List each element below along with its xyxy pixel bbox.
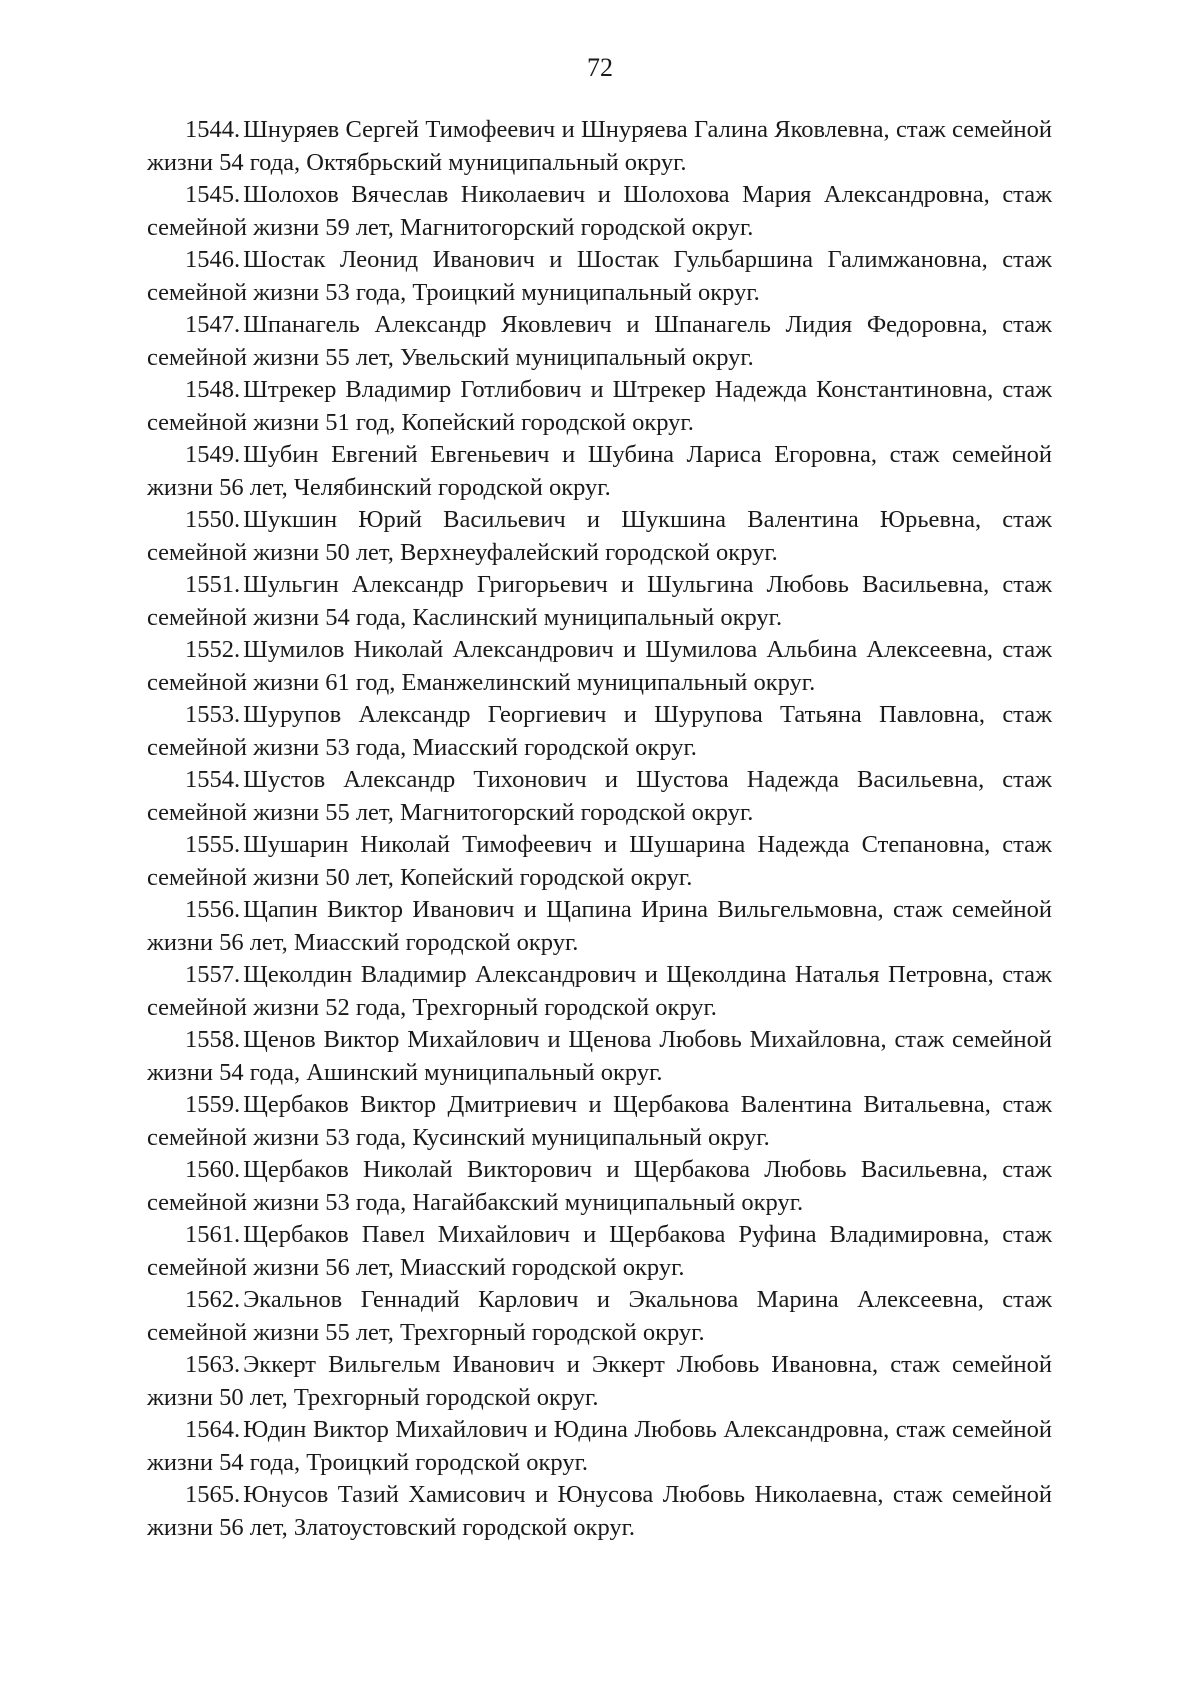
entry-text: Шульгин Александр Григорьевич и Шульгина Любовь Васильевна, стаж семейной жизни 54 года, Каслинский муниципальный округ. <box>147 571 1052 631</box>
entry-number: 1559. <box>185 1091 241 1118</box>
entry-number: 1563. <box>185 1351 241 1378</box>
list-item <box>147 439 1052 504</box>
entry-text: Щербаков Николай Викторович и Щербакова Любовь Васильевна, стаж семейной жизни 53 года, Нагайбакский муниципальный округ. <box>147 1156 1052 1216</box>
entry-text: Экальнов Геннадий Карлович и Экальнова Марина Алексеевна, стаж семейной жизни 55 лет, Трехгорный городской округ. <box>147 1286 1052 1346</box>
list-item <box>147 504 1052 569</box>
list-item <box>147 829 1052 894</box>
list-item <box>147 1284 1052 1349</box>
entry-text: Шукшин Юрий Васильевич и Шукшина Валентина Юрьевна, стаж семейной жизни 50 лет, Верхнеуфалейский городской округ. <box>147 506 1052 566</box>
list-item <box>147 1219 1052 1284</box>
entry-text: Щербаков Виктор Дмитриевич и Щербакова Валентина Витальевна, стаж семейной жизни 53 года, Кусинский муниципальный округ. <box>147 1091 1052 1151</box>
list-item <box>147 1479 1052 1544</box>
entry-text: Щербаков Павел Михайлович и Щербакова Руфина Владимировна, стаж семейной жизни 56 лет, Миасский городской округ. <box>147 1221 1052 1281</box>
list-item <box>147 569 1052 634</box>
entry-text: Шнуряев Сергей Тимофеевич и Шнуряева Галина Яковлевна, стаж семейной жизни 54 года, Октябрьский муниципальный округ. <box>147 116 1052 176</box>
list-item <box>147 894 1052 959</box>
list-item <box>147 179 1052 244</box>
list-item <box>147 699 1052 764</box>
entry-text: Эккерт Вильгельм Иванович и Эккерт Любовь Ивановна, стаж семейной жизни 50 лет, Трехгорный городской округ. <box>147 1351 1052 1411</box>
entry-text: Шубин Евгений Евгеньевич и Шубина Лариса Егоровна, стаж семейной жизни 56 лет, Челябинский городской округ. <box>147 441 1052 501</box>
entry-text: Шостак Леонид Иванович и Шостак Гульбаршина Галимжановна, стаж семейной жизни 53 года, Троицкий муниципальный округ. <box>147 246 1052 306</box>
entry-number: 1555. <box>185 831 241 858</box>
page-number: 72 <box>587 53 613 82</box>
entry-number: 1553. <box>185 701 241 728</box>
entry-number: 1561. <box>185 1221 241 1248</box>
entry-text: Шумилов Николай Александрович и Шумилова Альбина Алексеевна, стаж семейной жизни 61 год, Еманжелинский муниципальный округ. <box>147 636 1052 696</box>
entry-text: Шустов Александр Тихонович и Шустова Надежда Васильевна, стаж семейной жизни 55 лет, Магнитогорский городской округ. <box>147 766 1052 826</box>
list-item <box>147 114 1052 179</box>
list-item <box>147 244 1052 309</box>
entry-number: 1544. <box>185 116 241 143</box>
entry-number: 1546. <box>185 246 241 273</box>
list-item <box>147 1154 1052 1219</box>
entry-number: 1560. <box>185 1156 241 1183</box>
list-item <box>147 1349 1052 1414</box>
entry-number: 1556. <box>185 896 241 923</box>
entry-text: Шолохов Вячеслав Николаевич и Шолохова Мария Александровна, стаж семейной жизни 59 лет, Магнитогорский городской округ. <box>147 181 1052 241</box>
entry-number: 1548. <box>185 376 241 403</box>
list-item <box>147 764 1052 829</box>
entry-number: 1564. <box>185 1416 241 1443</box>
entry-number: 1554. <box>185 766 241 793</box>
entry-number: 1549. <box>185 441 241 468</box>
entry-text: Шушарин Николай Тимофеевич и Шушарина Надежда Степановна, стаж семейной жизни 50 лет, Копейский городской округ. <box>147 831 1052 891</box>
entry-text: Шпанагель Александр Яковлевич и Шпанагель Лидия Федоровна, стаж семейной жизни 55 лет, Увельский муниципальный округ. <box>147 311 1052 371</box>
list-item <box>147 634 1052 699</box>
entry-number: 1545. <box>185 181 241 208</box>
entry-text: Штрекер Владимир Готлибович и Штрекер Надежда Константиновна, стаж семейной жизни 51 год, Копейский городской округ. <box>147 376 1052 436</box>
entry-text: Юдин Виктор Михайлович и Юдина Любовь Александровна, стаж семейной жизни 54 года, Троицкий городской округ. <box>147 1416 1052 1476</box>
entry-number: 1562. <box>185 1286 241 1313</box>
entry-number: 1557. <box>185 961 241 988</box>
entry-text: Щенов Виктор Михайлович и Щенова Любовь Михайловна, стаж семейной жизни 54 года, Ашинский муниципальный округ. <box>147 1026 1052 1086</box>
entry-list <box>147 114 1052 1544</box>
entry-number: 1558. <box>185 1026 241 1053</box>
list-item <box>147 1089 1052 1154</box>
list-item <box>147 374 1052 439</box>
entry-text: Щеколдин Владимир Александрович и Щеколдина Наталья Петровна, стаж семейной жизни 52 года, Трехгорный городской округ. <box>147 961 1052 1021</box>
list-item <box>147 309 1052 374</box>
entry-text: Шурупов Александр Георгиевич и Шурупова Татьяна Павловна, стаж семейной жизни 53 года, Миасский городской округ. <box>147 701 1052 761</box>
entry-text: Щапин Виктор Иванович и Щапина Ирина Вильгельмовна, стаж семейной жизни 56 лет, Миасский городской округ. <box>147 896 1052 956</box>
entry-number: 1552. <box>185 636 241 663</box>
entry-number: 1551. <box>185 571 241 598</box>
entry-number: 1547. <box>185 311 241 338</box>
entry-text: Юнусов Тазий Хамисович и Юнусова Любовь Николаевна, стаж семейной жизни 56 лет, Златоустовский городской округ. <box>147 1481 1052 1541</box>
list-item <box>147 1414 1052 1479</box>
entry-number: 1565. <box>185 1481 241 1508</box>
list-item <box>147 1024 1052 1089</box>
list-item <box>147 959 1052 1024</box>
entry-number: 1550. <box>185 506 241 533</box>
